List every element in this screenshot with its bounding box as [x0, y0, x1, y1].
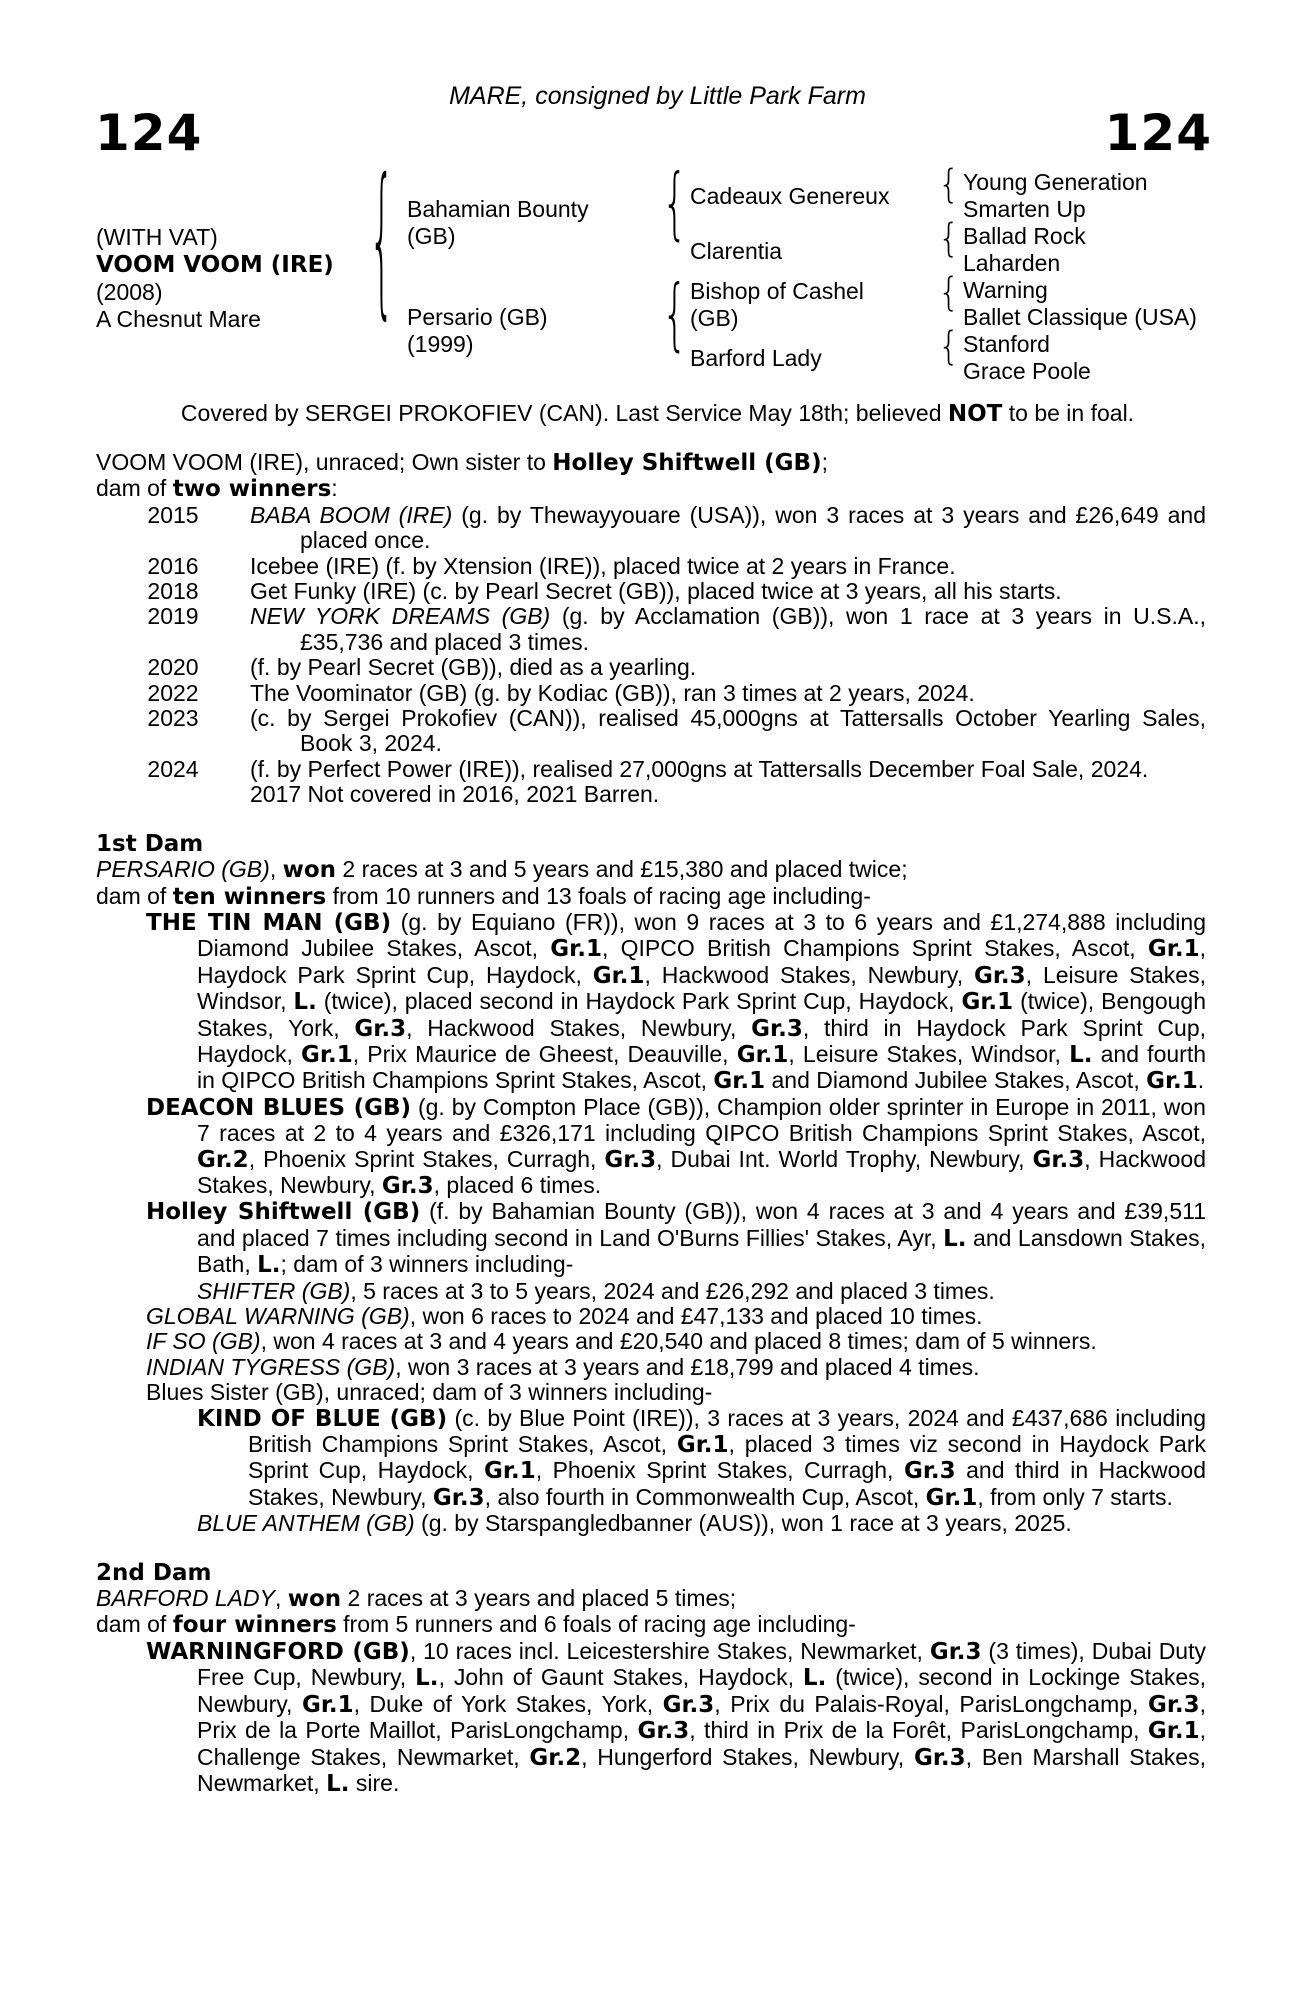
- produce-row: [96, 757, 1206, 782]
- entry-highlight: Gr.1: [484, 1458, 536, 1485]
- entry-highlight: Gr.3: [604, 1146, 657, 1173]
- gen3-ancestor: Ballet Classique (USA): [963, 304, 1197, 330]
- produce-horse-name: NEW YORK DREAMS (GB): [250, 603, 551, 630]
- pedigree-sire-sire: Cadeaux Genereux: [690, 183, 890, 209]
- entry-highlight: Gr.2: [529, 1744, 582, 1771]
- produce-row: [96, 681, 1206, 706]
- entry-highlight: Gr.3: [1032, 1146, 1085, 1173]
- pedigree-dam-sire: Bishop of Cashel (GB): [690, 278, 864, 331]
- entry-highlight: DEACON BLUES (GB): [146, 1094, 412, 1121]
- entry-text: Blues Sister (GB), unraced; dam of 3 winners including-: [146, 1379, 713, 1406]
- entry-text: sire.: [349, 1769, 400, 1796]
- produce-year: 2020: [147, 654, 199, 681]
- produce-text: [250, 782, 1206, 807]
- first-dam-heading: 1st Dam: [96, 830, 204, 857]
- entry-highlight: THE TIN MAN (GB): [146, 909, 392, 936]
- produce-text: [250, 604, 1206, 655]
- produce-details: (c. by Sergei Prokofiev (CAN)), realised 45,000gns at Tattersalls October Yearling Sales, Book 3, 2024.: [250, 705, 1206, 757]
- produce-details: (f. by Perfect Power (IRE)), realised 27,000gns at Tattersalls December Foal Sale, 2024.: [250, 755, 1149, 782]
- produce-text: [250, 681, 1206, 706]
- second-dam-entries: [96, 1639, 1206, 1797]
- entry-text: , Hackwood Stakes, Newbury,: [644, 961, 974, 988]
- pedigree-brace-3d: {: [938, 324, 960, 370]
- entry-text: and fourth in QIPCO British Champions Sprint Stakes, Ascot,: [197, 1040, 1206, 1094]
- entry-text: and third in Hackwood Stakes, Newbury,: [248, 1457, 1206, 1510]
- entry-text: , Prix de la Porte Maillot, ParisLongchamp,: [197, 1690, 1207, 1744]
- entry-text: , also fourth in Commonwealth Cup, Ascot,: [484, 1483, 926, 1510]
- entry-text: (g. by Starspangledbanner (AUS)), won 1 race at 3 years, 2025.: [414, 1510, 1072, 1537]
- entry-text: , Hackwood Stakes, Newbury,: [406, 1014, 752, 1041]
- entry-text: (3 times), Dubai Duty Free Cup, Newbury,: [197, 1637, 1206, 1691]
- entry-highlight: Gr.1: [736, 1041, 789, 1068]
- produce-details: (g. by Thewayyouare (USA)), won 3 races at 3 years and £26,649 and placed once.: [300, 501, 1207, 554]
- pedigree-dam-dam: Barford Lady: [690, 345, 822, 371]
- produce-entry: [96, 1199, 1206, 1278]
- first-dam-entries: [96, 910, 1206, 1537]
- pedigree-gen3: [963, 169, 1197, 385]
- covering-note: Covered by SERGEI PROKOFIEV (CAN). Last Service May 18th; believed NOT to be in foal.: [180, 400, 1135, 427]
- entry-text: , third in Prix de la Forêt, ParisLongchamp,: [689, 1717, 1148, 1744]
- entry-text: , Hackwood Stakes, Newbury,: [197, 1145, 1206, 1198]
- produce-text: [250, 757, 1206, 782]
- produce-entry: [96, 1279, 1206, 1304]
- entry-highlight: Gr.3: [381, 1172, 434, 1199]
- entry-highlight: Gr.1: [1147, 936, 1200, 963]
- produce-year: 2015: [147, 501, 199, 528]
- produce-year: 2024: [147, 755, 199, 782]
- produce-entry: [96, 1329, 1206, 1354]
- produce-year: 2019: [147, 603, 199, 630]
- produce-row: [96, 503, 1206, 554]
- pedigree-sire-dam: Clarentia: [690, 238, 783, 264]
- produce-horse-name: BABA BOOM (IRE): [250, 501, 453, 528]
- produce-details: 2017 Not covered in 2016, 2021 Barren.: [250, 781, 660, 808]
- intro-line-2: dam of two winners:: [96, 475, 338, 503]
- entry-highlight: Gr.1: [713, 1068, 766, 1095]
- entry-highlight: Gr.1: [676, 1432, 729, 1459]
- produce-details: (f. by Pearl Secret (GB)), died as a yearling.: [250, 654, 697, 681]
- produce-row: [96, 655, 1206, 680]
- entry-highlight: IF SO (GB): [146, 1328, 261, 1355]
- entry-text: ; dam of 3 winners including-: [280, 1251, 574, 1278]
- horse-details: [96, 224, 334, 333]
- entry-highlight: Gr.3: [432, 1484, 485, 1511]
- entry-text: , 10 races incl. Leicestershire Stakes, Newmarket,: [409, 1637, 930, 1664]
- entry-highlight: Gr.1: [1147, 1718, 1200, 1745]
- entry-highlight: Gr.3: [903, 1458, 956, 1485]
- entry-highlight: Gr.3: [973, 962, 1026, 989]
- entry-text: (twice), placed second in Haydock Park Sprint Cup, Haydock,: [316, 988, 962, 1015]
- produce-details: The Voominator (GB) (g. by Kodiac (GB)), ran 3 times at 2 years, 2024.: [250, 679, 975, 706]
- entry-text: , Ben Marshall Stakes, Newmarket,: [197, 1743, 1206, 1796]
- gen3-ancestor: Young Generation: [963, 169, 1148, 195]
- horse-name: VOOM VOOM (IRE): [96, 252, 334, 278]
- produce-year: 2022: [147, 679, 199, 706]
- entry-text: (g. by Equiano (FR)), won 9 races at 3 to 6 years and £1,274,888 including Diamond Jubilee Stakes, Ascot,: [197, 908, 1207, 962]
- entry-highlight: INDIAN TYGRESS (GB): [146, 1353, 396, 1380]
- produce-details: (g. by Acclamation (GB)), won 1 race at 3 years in U.S.A., £35,736 and placed 3 times.: [300, 603, 1206, 655]
- produce-row: [96, 706, 1206, 757]
- gen3-ancestor: Grace Poole: [963, 358, 1091, 384]
- intro-line-1: VOOM VOOM (IRE), unraced; Own sister to Holley Shiftwell (GB);: [96, 449, 828, 476]
- entry-highlight: Gr.3: [929, 1638, 982, 1665]
- produce-year: [96, 782, 250, 807]
- produce-entry: [96, 1380, 1206, 1405]
- first-dam-produce-summary: dam of ten winners from 10 runners and 13 foals of racing age including-: [96, 882, 871, 910]
- produce-text: [250, 579, 1206, 604]
- entry-highlight: Gr.3: [637, 1718, 690, 1745]
- entry-text: , 5 races at 3 to 5 years, 2024 and £26,292 and placed 3 times.: [350, 1277, 995, 1304]
- entry-text: , Phoenix Sprint Stakes, Curragh,: [248, 1145, 605, 1172]
- pedigree-brace-3a: {: [938, 162, 960, 208]
- entry-text: , placed 6 times.: [433, 1171, 602, 1198]
- pedigree-brace-1: {: [369, 147, 395, 337]
- second-dam-line: BARFORD LADY, won 2 races at 3 years and placed 5 times;: [96, 1585, 737, 1613]
- entry-text: , Phoenix Sprint Stakes, Curragh,: [535, 1457, 904, 1484]
- entry-highlight: KIND OF BLUE (GB): [197, 1405, 448, 1432]
- entry-highlight: L.: [293, 989, 317, 1016]
- foaling-year: (2008): [96, 279, 163, 305]
- entry-highlight: L.: [326, 1770, 350, 1797]
- produce-entry: [96, 910, 1206, 1095]
- pedigree-brace-2a: {: [662, 159, 688, 249]
- entry-text: , Duke of York Stakes, York,: [353, 1690, 663, 1717]
- entry-text: , placed 3 times viz second in Haydock Park Sprint Cup, Haydock,: [248, 1431, 1207, 1484]
- entry-text: , won 3 races at 3 years and £18,799 and placed 4 times.: [395, 1353, 980, 1380]
- entry-highlight: L.: [257, 1252, 281, 1279]
- entry-text: , John of Gaunt Stakes, Haydock,: [438, 1664, 803, 1691]
- produce-entry: [96, 1511, 1206, 1536]
- horse-description: A Chesnut Mare: [96, 306, 261, 332]
- entry-text: , Prix du Palais-Royal, ParisLongchamp,: [714, 1690, 1148, 1717]
- catalogue-body: [96, 450, 1206, 1797]
- entry-highlight: Gr.1: [301, 1691, 354, 1718]
- pedigree-brace-3c: {: [938, 270, 960, 316]
- entry-highlight: Gr.3: [913, 1744, 966, 1771]
- entry-text: , Hungerford Stakes, Newbury,: [581, 1743, 914, 1770]
- produce-row: [96, 579, 1206, 604]
- produce-row: [96, 604, 1206, 655]
- lot-number-left: 124: [95, 104, 203, 162]
- produce-entry: [96, 1406, 1206, 1512]
- gen3-ancestor: Smarten Up: [963, 196, 1086, 222]
- produce-row: [96, 554, 1206, 579]
- entry-text: , won 6 races to 2024 and £47,133 and placed 10 times.: [409, 1303, 983, 1329]
- produce-entry: [96, 1304, 1206, 1329]
- entry-text: (c. by Blue Point (IRE)), 3 races at 3 years, 2024 and £437,686 including British Champions Sprint Stakes, Ascot,: [248, 1404, 1206, 1458]
- entry-highlight: L.: [1069, 1041, 1093, 1068]
- produce-year: 2018: [147, 578, 199, 605]
- entry-highlight: Holley Shiftwell (GB): [146, 1199, 421, 1226]
- entry-text: , Leisure Stakes, Windsor,: [197, 961, 1206, 1015]
- gen3-ancestor: Warning: [963, 277, 1048, 303]
- entry-text: (twice), Bengough Stakes, York,: [197, 988, 1207, 1041]
- produce-year: 2016: [147, 552, 199, 579]
- entry-text: , Haydock Park Sprint Cup, Haydock,: [197, 935, 1206, 988]
- produce-details: Get Funky (IRE) (c. by Pearl Secret (GB)), placed twice at 3 years, all his starts.: [250, 578, 1062, 605]
- entry-highlight: SHIFTER (GB): [197, 1277, 351, 1304]
- entry-highlight: Gr.3: [751, 1015, 803, 1042]
- entry-highlight: Gr.1: [961, 989, 1014, 1016]
- entry-highlight: Gr.1: [1146, 1068, 1198, 1095]
- entry-highlight: Gr.1: [550, 936, 602, 963]
- entry-text: (twice), second in Lockinge Stakes, Newbury,: [197, 1664, 1207, 1717]
- produce-entry: [96, 1095, 1206, 1200]
- entry-highlight: Gr.2: [197, 1146, 249, 1173]
- produce-text: [250, 503, 1206, 554]
- entry-text: , won 4 races at 3 and 4 years and £20,540 and placed 8 times; dam of 5 winners.: [260, 1328, 1097, 1355]
- gen3-ancestor: Ballad Rock: [963, 223, 1086, 249]
- second-dam-heading: 2nd Dam: [96, 1559, 212, 1586]
- entry-text: , Leisure Stakes, Windsor,: [788, 1040, 1070, 1067]
- entry-highlight: BLUE ANTHEM (GB): [197, 1510, 415, 1537]
- pedigree-brace-2b: {: [662, 270, 688, 360]
- produce-row: [96, 782, 1206, 807]
- produce-entry: [96, 1355, 1206, 1380]
- entry-text: , from only 7 starts.: [977, 1483, 1173, 1510]
- produce-details: Icebee (IRE) (f. by Xtension (IRE)), placed twice at 2 years in France.: [250, 552, 956, 579]
- produce-entry: [96, 1639, 1206, 1797]
- entry-text: (f. by Bahamian Bounty (GB)), won 4 races at 3 and 4 years and £39,511 and placed 7 times including second in Land O'Burns Fillies' Stakes, Ayr,: [197, 1198, 1206, 1251]
- first-dam-line: PERSARIO (GB), won 2 races at 3 and 5 years and £15,380 and placed twice;: [96, 856, 908, 884]
- entry-highlight: Gr.1: [925, 1484, 978, 1511]
- entry-highlight: L.: [802, 1665, 827, 1692]
- entry-text: , Challenge Stakes, Newmarket,: [197, 1717, 1206, 1770]
- entry-highlight: Gr.1: [301, 1041, 353, 1068]
- produce-text: [250, 554, 1206, 579]
- entry-text: , Dubai Int. World Trophy, Newbury,: [656, 1145, 1033, 1172]
- entry-text: , Prix Maurice de Gheest, Deauville,: [352, 1040, 737, 1067]
- entry-highlight: Gr.1: [592, 962, 645, 989]
- produce-record: [96, 503, 1206, 808]
- entry-highlight: WARNINGFORD (GB): [146, 1638, 410, 1665]
- entry-text: , third in Haydock Park Sprint Cup, Haydock,: [197, 1014, 1206, 1067]
- pedigree-brace-3b: {: [938, 216, 960, 262]
- pedigree-sire: Bahamian Bounty (GB): [407, 196, 589, 249]
- produce-text: [250, 655, 1206, 680]
- entry-highlight: Gr.3: [662, 1691, 715, 1718]
- consignment-line: MARE, consigned by Little Park Farm: [449, 82, 866, 110]
- entry-text: and Diamond Jubilee Stakes, Ascot,: [765, 1067, 1147, 1094]
- entry-text: , QIPCO British Champions Sprint Stakes, Ascot,: [601, 935, 1148, 962]
- gen3-ancestor: Laharden: [963, 250, 1061, 276]
- entry-highlight: GLOBAL WARNING (GB): [146, 1303, 410, 1329]
- produce-text: [250, 706, 1206, 757]
- produce-year: 2023: [147, 705, 199, 732]
- vat-note: (WITH VAT): [96, 224, 218, 250]
- gen3-ancestor: Stanford: [963, 331, 1050, 357]
- second-dam-produce-summary: dam of four winners from 5 runners and 6 foals of racing age including-: [96, 1611, 856, 1639]
- lot-number-right: 124: [1104, 104, 1212, 162]
- pedigree-dam: Persario (GB) (1999): [407, 304, 548, 357]
- entry-highlight: Gr.3: [354, 1015, 407, 1042]
- entry-text: .: [1197, 1067, 1205, 1094]
- entry-highlight: Gr.3: [1147, 1691, 1200, 1718]
- entry-highlight: L.: [943, 1225, 967, 1252]
- entry-text: (g. by Compton Place (GB)), Champion older sprinter in Europe in 2011, won 7 races at 2 to 4 years and £326,171 including QIPCO British Champions Sprint Stakes, Ascot,: [197, 1093, 1206, 1147]
- entry-highlight: L.: [415, 1665, 439, 1692]
- entry-text: and Lansdown Stakes, Bath,: [197, 1224, 1206, 1278]
